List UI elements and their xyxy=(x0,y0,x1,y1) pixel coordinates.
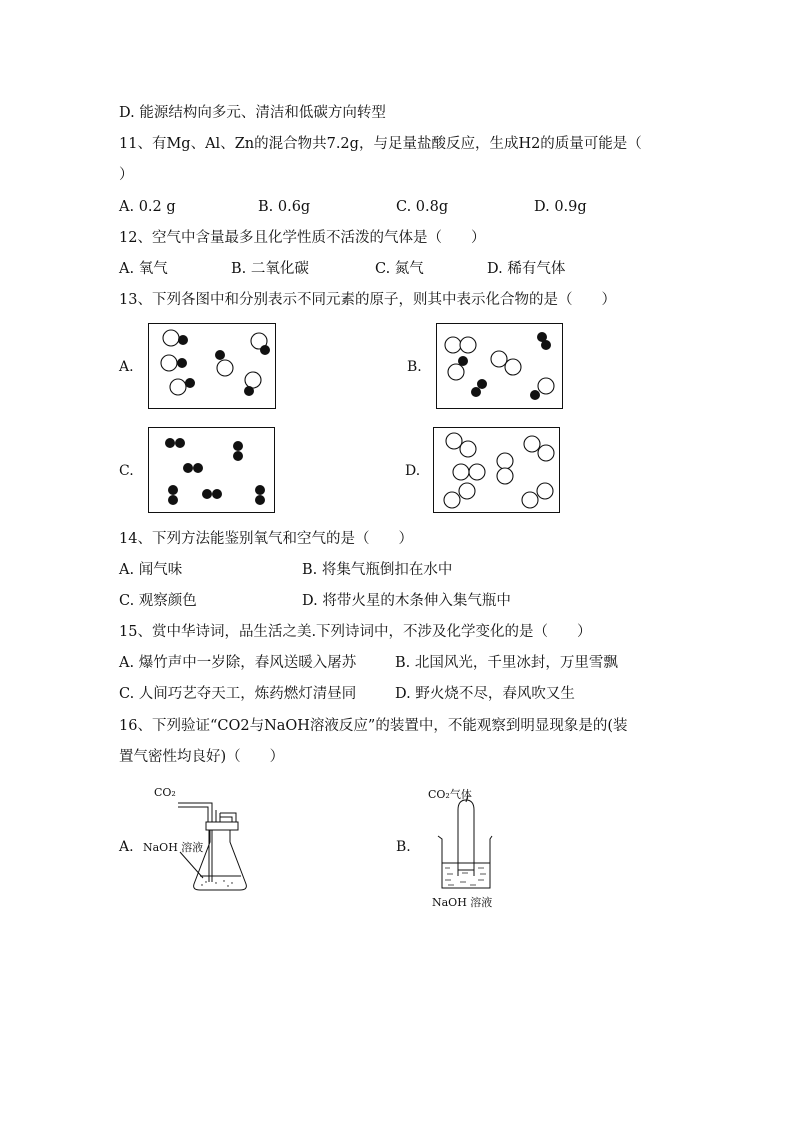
q13-label-b: B. xyxy=(407,359,422,375)
q12-option-a: A. 氧气 xyxy=(119,261,168,277)
question-16-cont: 置气密性均良好)（ ） xyxy=(119,749,285,765)
q16-apparatus-b xyxy=(420,784,520,914)
q15-option-d: D. 野火烧不尽，春风吹又生 xyxy=(395,686,575,702)
q16b-solution-label: NaOH 溶液 xyxy=(432,896,493,909)
q15-option-a: A. 爆竹声中一岁除，春风送暖入屠苏 xyxy=(119,655,357,671)
q15-option-c: C. 人间巧艺夺天工，炼药燃灯清昼同 xyxy=(119,686,357,702)
q16-label-b: B. xyxy=(396,839,411,855)
q14-option-b: B. 将集气瓶倒扣在水中 xyxy=(302,562,453,578)
q16a-solution-label: NaOH 溶液 xyxy=(143,841,204,854)
q13-label-a: A. xyxy=(119,359,134,375)
question-12: 12、空气中含量最多且化学性质不活泼的气体是（ ） xyxy=(119,230,486,246)
q11-option-a: A. 0.2 g xyxy=(119,199,176,215)
q16a-gas-label: CO₂ xyxy=(154,786,176,799)
q16-label-a: A. xyxy=(119,839,134,855)
q13-diagram-b xyxy=(436,323,563,409)
q13-diagram-d xyxy=(433,427,560,513)
question-13: 13、下列各图中和分别表示不同元素的原子，则其中表示化合物的是（ ） xyxy=(119,292,616,308)
question-15: 15、赏中华诗词，品生活之美.下列诗词中，不涉及化学变化的是（ ） xyxy=(119,624,592,640)
q11-option-d: D. 0.9g xyxy=(534,199,587,215)
q15-option-b: B. 北国风光，千里冰封，万里雪飘 xyxy=(395,655,618,671)
question-11: 11、有Mg、Al、Zn的混合物共7.2g，与足量盐酸反应，生成H2的质量可能是（ xyxy=(119,136,642,152)
q12-option-c: C. 氮气 xyxy=(375,261,424,277)
q13-diagram-c xyxy=(148,427,275,513)
q11-option-b: B. 0.6g xyxy=(258,199,311,215)
option-d-q10: D. 能源结构向多元、清洁和低碳方向转型 xyxy=(119,105,386,121)
question-16: 16、下列验证“CO2与NaOH溶液反应”的装置中，不能观察到明显现象是的(装 xyxy=(119,718,628,734)
q12-option-b: B. 二氧化碳 xyxy=(231,261,309,277)
q16b-gas-label: CO₂气体 xyxy=(428,788,472,801)
q12-option-d: D. 稀有气体 xyxy=(487,261,566,277)
question-14: 14、下列方法能鉴别氧气和空气的是（ ） xyxy=(119,531,413,547)
q13-diagram-a xyxy=(148,323,276,409)
q14-option-d: D. 将带火星的木条伸入集气瓶中 xyxy=(302,593,511,609)
q14-option-a: A. 闻气味 xyxy=(119,562,183,578)
question-11-close: ） xyxy=(119,167,134,183)
q14-option-c: C. 观察颜色 xyxy=(119,593,197,609)
q13-label-c: C. xyxy=(119,463,134,479)
q13-label-d: D. xyxy=(405,463,421,479)
q11-option-c: C. 0.8g xyxy=(396,199,449,215)
